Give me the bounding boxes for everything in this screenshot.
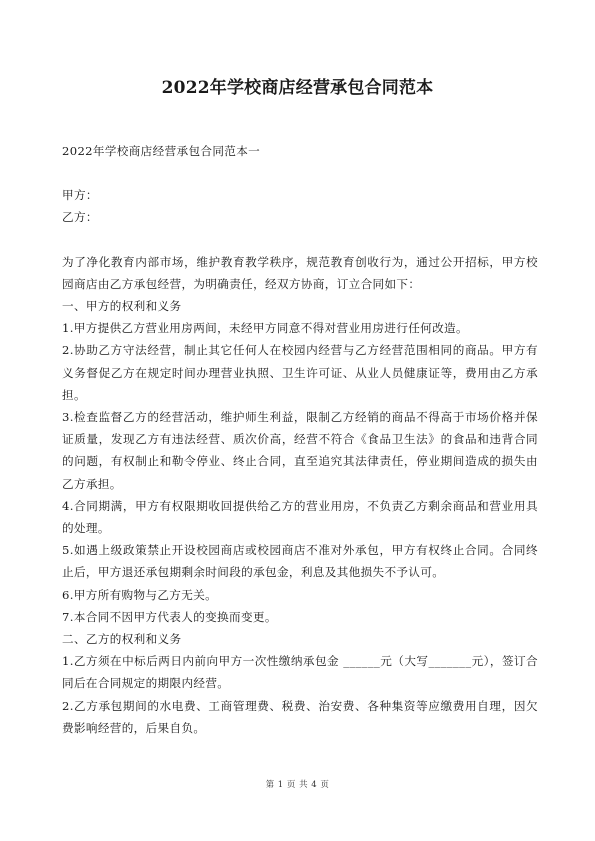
clause-item: 2.协助乙方守法经营，制止其它任何人在校园内经营与乙方经营范围相同的商品。甲方有义务督促乙方在规定时间办理营业执照、卫生许可证、从业人员健康证等，费用由乙方承担。: [62, 343, 538, 402]
clause-item: 6.甲方所有购物与乙方无关。: [62, 587, 218, 602]
clause-item: 4.合同期满，甲方有权限期收回提供给乙方的营业用房，不负责乙方剩余商品和营业用具的处理。: [62, 498, 538, 536]
page-number: 第 1 页 共 4 页: [265, 780, 330, 790]
party-a-line: 甲方：: [62, 188, 98, 203]
clause-item: 3.检查监督乙方的经营活动，维护师生利益，限制乙方经销的商品不得高于市场价格并保证质量，发现乙方有违法经营、质次价高，经营不符合《食品卫生法》的食品和违背合同的问题，有权制止和勒令停业、终止合同，直至追究其法律责任，停业期间造成的损失由乙方承担。: [62, 410, 538, 491]
document-body: [62, 140, 538, 739]
section-heading-party-b: 二、乙方的权利和义务: [62, 632, 182, 647]
party-b-line: 乙方：: [62, 210, 98, 225]
clause-item: 7.本合同不因甲方代表人的变换而变更。: [62, 609, 277, 624]
clause-item: 1.乙方须在中标后两日内前向甲方一次性缴纳承包金 ______元（大写_______元），签订合同后在合同规定的期限内经营。: [62, 654, 538, 691]
document-subtitle: 2022年学校商店经营承包合同范本一: [62, 144, 261, 158]
spacer: [62, 229, 538, 251]
section-heading-party-a: 一、甲方的权利和义务: [62, 299, 182, 314]
clause-item: 2.乙方承包期间的水电费、工商管理费、税费、治安费、各种集资等应缴费用自理，因欠费影响经营的，后果自负。: [62, 698, 538, 735]
clause-item: 1.甲方提供乙方营业用房两间，未经甲方同意不得对营业用房进行任何改造。: [62, 321, 468, 336]
intro-paragraph: 为了净化教育内部市场，维护教育教学秩序，规范教育创收行为，通过公开招标，甲方校园商店由乙方承包经营，为明确责任，经双方协商，订立合同如下：: [62, 254, 538, 291]
spacer: [62, 162, 538, 184]
document-title: 2022年学校商店经营承包合同范本: [161, 78, 434, 98]
clause-item: 5.如遇上级政策禁止开设校园商店或校园商店不准对外承包，甲方有权终止合同。合同终止后，甲方退还承包期剩余时间段的承包金，利息及其他损失不予认可。: [62, 543, 538, 580]
